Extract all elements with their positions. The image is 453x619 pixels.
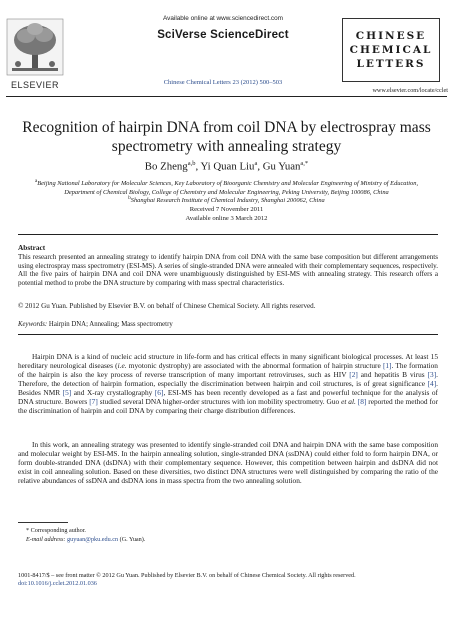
abstract-top-rule — [18, 234, 438, 235]
author-separator: , — [195, 160, 201, 173]
author-name: Bo Zheng — [144, 160, 188, 173]
available-date: Available online 3 March 2012 — [185, 215, 268, 222]
paragraph-text: Hairpin DNA is a kind of nucleic acid structure in life-form and has critical effects in many significant biological processes. At least 15 hereditary neurological diseases ( — [18, 352, 438, 371]
italic-text: et al. — [341, 397, 356, 407]
affiliation-mark: b — [128, 196, 131, 201]
author-affiliation-mark: a — [254, 160, 258, 167]
email-suffix: (G. Yuan). — [118, 536, 146, 543]
paragraph-text: . Therefore, the detection of hairpin formation, especially the discrimination between hairpin and coil structures, is of great significance — [18, 370, 438, 389]
header-divider — [6, 96, 447, 97]
email-label: E-mail address: — [26, 536, 66, 543]
keywords-list: Hairpin DNA; Annealing; Mass spectrometry — [48, 321, 173, 328]
reference-citation[interactable]: [4] — [427, 379, 437, 389]
publisher-name: ELSEVIER — [10, 80, 60, 90]
paragraph-text: reported the method for the discrimination of hairpin and coil DNA by comparing their charge distribution differences. — [18, 397, 439, 416]
paragraph-text: . The formation of the hairpin is also the key process of reverse transcription of many important retroviruses, such as HIV — [18, 361, 438, 380]
abstract-copyright: © 2012 Gu Yuan. Published by Elsevier B.V. on behalf of Chinese Chemical Society. All rights reserved. — [18, 302, 316, 310]
author-name: Gu Yuan — [262, 160, 301, 173]
footnote-rule — [18, 522, 68, 523]
author-affiliation-mark: a,b — [187, 160, 196, 167]
issn-line: 1001-8417/$ – see front matter © 2012 Gu Yuan. Published by Elsevier B.V. on behalf of Chinese Chemical Society. All rights reserved. — [18, 572, 356, 579]
paragraph-text: and X-ray crystallography — [71, 388, 155, 398]
email-footnote — [18, 536, 446, 544]
journal-logo-line-1: CHINESE — [355, 30, 427, 42]
reference-citation[interactable]: [6] — [154, 388, 164, 398]
italic-text: i.e. — [117, 361, 127, 371]
received-date: Received 7 November 2011 — [189, 206, 264, 213]
elsevier-tree-logo — [6, 18, 64, 76]
paragraph-text: , ESI-MS has been recently developed as a fast and powerful technique for the analysis of DNA structure. Bowers — [18, 388, 438, 407]
abstract-text: This research presented an annealing strategy to identify hairpin DNA from coil DNA with the same base composition but different arrangements using electrospray mass spectrometry (ESI-MS). A series of single-stranded DNA were annealed with their complementary sequences, respectively. All the five pairs of hairpin DNA and coil DNA were unambiguously distinguished by ESI-MS with annealing strategy. This research offers a potential method to probe the DNA structure by comparing with mass spectral characteristics. — [18, 253, 438, 288]
reference-citation[interactable]: [1] — [382, 361, 392, 371]
journal-logo-line-2: CHEMICAL — [349, 44, 433, 56]
email-link[interactable]: guyuan@pku.edu.cn — [67, 536, 119, 543]
reference-citation[interactable]: [8] — [357, 397, 367, 407]
article-title: Recognition of hairpin DNA from coil DNA by electrospray mass spectrometry with annealing strategy — [22, 119, 431, 155]
author-name: Yi Quan Liu — [200, 160, 255, 173]
body-paragraph-1 — [18, 352, 438, 415]
doi-link[interactable]: doi:10.1016/j.cclet.2012.01.036 — [18, 580, 97, 587]
paragraph-text: studied several DNA higher-order structures with ion mobility spectrometry. Guo — [97, 397, 342, 407]
affiliation-text: Beijing National Laboratory for Molecular Sciences, Key Laboratory of Bioorganic Chemistry and Molecular Engineering of Ministry of Education, Department of Chemical Biology, College of Chemistry and Molecular Engineering, Peking University, Beijing 100086, China — [37, 180, 419, 196]
journal-citation[interactable]: Chinese Chemical Letters 23 (2012) 500–503 — [163, 79, 283, 86]
journal-url[interactable]: www.elsevier.com/locate/cclet — [372, 87, 448, 94]
reference-citation[interactable]: [7] — [89, 397, 98, 407]
affiliation-b — [22, 195, 431, 206]
reference-citation[interactable]: [3] — [427, 370, 437, 380]
available-online-text: Available online at www.sciencedirect.com — [163, 15, 283, 22]
corresponding-author-note: * Corresponding author. — [26, 527, 86, 534]
journal-logo-line-3: LETTERS — [356, 58, 426, 70]
reference-citation[interactable]: [5] — [62, 388, 72, 398]
sciencedirect-brand: SciVerse ScienceDirect — [157, 29, 289, 41]
paragraph-text: and hepatitis B virus — [357, 370, 428, 380]
paragraph-text: myotonic dystrophy) are associated with the abnormal formation of hairpin structure — [126, 361, 383, 371]
author-affiliation-mark: a,* — [300, 160, 309, 167]
reference-citation[interactable]: [2] — [349, 370, 358, 380]
author-list — [20, 160, 433, 173]
affiliation-text: Shanghai Research Institute of Chemical Industry, Shanghai 200062, China — [130, 197, 325, 205]
journal-logo — [342, 18, 440, 82]
keywords — [18, 321, 438, 328]
abstract-heading: Abstract — [18, 243, 46, 252]
paragraph-text: . Besides NMR — [18, 379, 438, 398]
affiliation-mark: a — [34, 179, 38, 184]
body-paragraph-2: In this work, an annealing strategy was presented to identify single-stranded coil DNA and hairpin DNA with the same base composition and molecular weight by ESI-MS. In the hairpin annealing solution, single-stranded DNA (ssDNA) could either fold to form hairpin DNA, or form double-stranded DNA (dsDNA) with their complementary sequence. However, this competition between hairpin and dsDNA did not exist in coil annealing solution. Based on these diversities, two distinct DNA structures were well distinguished by comparing the ratio of the relative abundances of ssDNA and dsDNA ions in mass spectra from the two annealing solution. — [18, 440, 438, 486]
author-separator: , — [257, 160, 263, 173]
abstract-bottom-rule — [18, 334, 438, 335]
keywords-label: Keywords: — [18, 321, 48, 328]
